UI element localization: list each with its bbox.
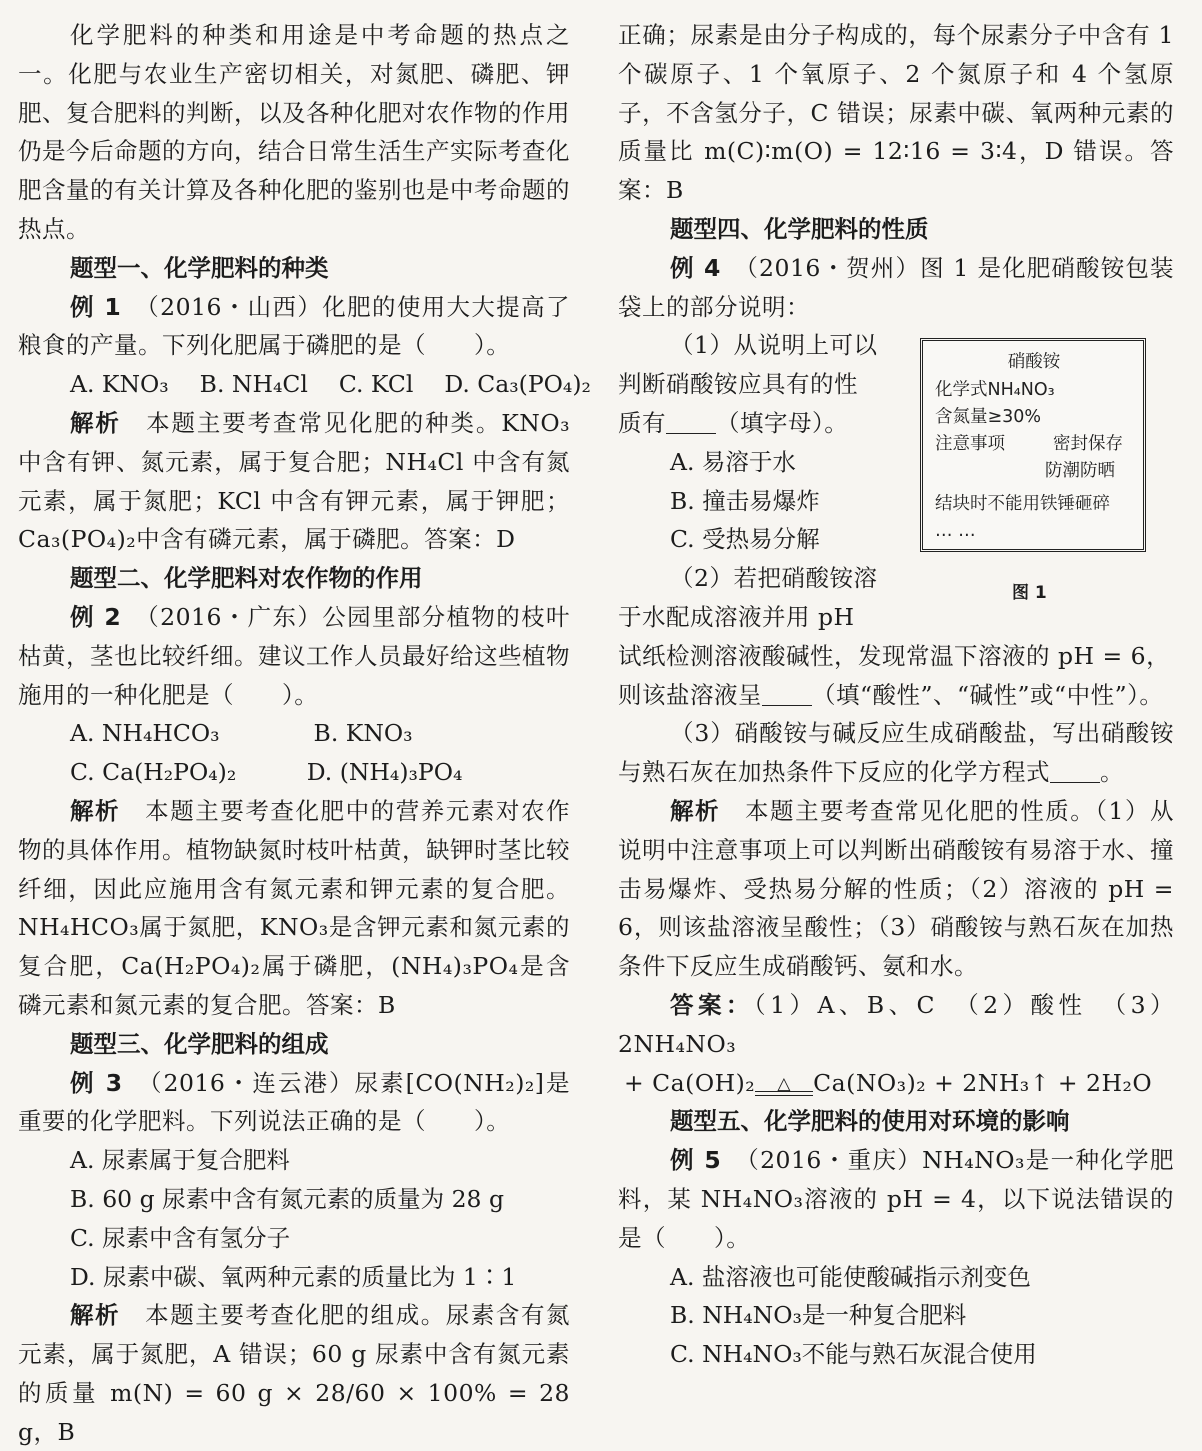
- question-3: [618, 714, 1174, 792]
- example-1: [18, 288, 570, 366]
- analysis-label: 解析: [70, 1301, 121, 1330]
- example-5-option-b: B. NH₄NO₃是一种复合肥料: [670, 1301, 967, 1330]
- heating-arrow: [755, 1073, 813, 1096]
- example-2: [18, 598, 570, 714]
- example-1-text: （2016・山西）化肥的使用大大提高了粮食的产量。下列化肥属于磷肥的是（ ）。: [18, 292, 570, 360]
- example-5-option-c: C. NH₄NO₃不能与熟石灰混合使用: [670, 1340, 1037, 1369]
- answer-blank: [666, 409, 716, 434]
- example-3: [18, 1064, 570, 1142]
- example-1-label: 例 1: [70, 292, 122, 321]
- example-3-label: 例 3: [70, 1068, 123, 1097]
- example-2-text: （2016・广东）公园里部分植物的枝叶枯黄，茎也比较纤细。建议工作人员最好给这些植物施用的一种化肥是（ ）。: [18, 602, 570, 709]
- question-2-line1: （2）若把硝酸铵溶: [670, 564, 878, 593]
- example-3-option-a: A. 尿素属于复合肥料: [70, 1146, 290, 1175]
- example-3-analysis: [18, 1296, 570, 1451]
- example-2-options-row2: C. Ca(H₂PO₄)₂ D. (NH₄)₃PO₄: [70, 758, 463, 787]
- figure-formula: 化学式NH₄NO₃: [935, 380, 1055, 400]
- figure-1-package-label: [920, 338, 1146, 552]
- figure-notes-label: 注意事项: [935, 434, 1005, 454]
- question-2-line4: [618, 676, 1174, 715]
- figure-ellipsis: … …: [935, 521, 976, 541]
- figure-note-clump: 结块时不能用铁锤砸碎: [935, 494, 1110, 514]
- analysis-label: 解析: [70, 796, 121, 825]
- answer-text: （1）A、B、C （2）酸性 （3）2NH₄NO₃: [618, 990, 1175, 1058]
- question-2-prefix: 则该盐溶液呈: [618, 680, 762, 709]
- question-3-text: （3）硝酸铵与碱反应生成硝酸盐，写出硝酸铵与熟石灰在加热条件下反应的化学方程式: [618, 719, 1174, 787]
- question-3-suffix: 。: [1100, 758, 1124, 787]
- example-3-text: （2016・连云港）尿素[CO(NH₂)₂]是重要的化学肥料。下列说法正确的是（ ）。: [18, 1068, 571, 1136]
- example-3-option-d: D. 尿素中碳、氧两种元素的质量比为 1∶1: [70, 1262, 517, 1291]
- section-heading-1: 题型一、化学肥料的种类: [70, 253, 329, 282]
- figure-note-sealed: 密封保存: [1053, 434, 1123, 454]
- left-column: [18, 16, 591, 1446]
- section-heading-3: 题型三、化学肥料的组成: [70, 1029, 329, 1058]
- example-4-answer: [618, 986, 1174, 1064]
- analysis-label: 解析: [70, 408, 121, 437]
- example-2-label: 例 2: [70, 602, 122, 631]
- example-3-option-c: C. 尿素中含有氢分子: [70, 1223, 291, 1252]
- question-2-suffix: （填“酸性”、“碱性”或“中性”）。: [812, 680, 1164, 709]
- example-1-analysis: [18, 404, 570, 559]
- question-1-option-a: A. 易溶于水: [670, 447, 796, 476]
- chemical-equation: [618, 1064, 1174, 1103]
- question-1-prefix: 质有: [618, 408, 666, 437]
- example-5-label: 例 5: [670, 1146, 722, 1175]
- question-2-line2: 于水配成溶液并用 pH: [618, 602, 855, 631]
- figure-title: 硝酸铵: [1007, 352, 1061, 372]
- question-1-line3: [618, 404, 908, 443]
- example-3-option-b: B. 60 g 尿素中含有氮元素的质量为 28 g: [70, 1184, 504, 1213]
- example-5: [618, 1141, 1174, 1257]
- example-4: [618, 249, 1174, 327]
- analysis-text: 本题主要考查化肥中的营养元素对农作物的具体作用。植物缺氮时枝叶枯黄，缺钾时茎比较纤细，因此应施用含有氮元素和钾元素的复合肥。NH₄HCO₃属于氮肥，KNO₃是含钾元素和氮元素的复合肥，Ca(H₂PO₄)₂属于磷肥，(NH₄)₃PO₄是含磷元素和氮元素的复合肥。答案：B: [18, 796, 571, 1019]
- example-5-option-a: A. 盐溶液也可能使酸碱指示剂变色: [670, 1262, 1031, 1291]
- example-5-text: （2016・重庆）NH₄NO₃是一种化学肥料，某 NH₄NO₃溶液的 pH = 4，以下说法错误的是（ ）。: [618, 1146, 1175, 1252]
- equation-right: Ca(NO₃)₂ + 2NH₃↑ + 2H₂O: [813, 1068, 1153, 1097]
- example-3-analysis-continued: 正确；尿素是由分子构成的，每个尿素分子中含有 1 个碳原子、1 个氧原子、2 个氮原子和 4 个氢原子，不含氢分子，C 错误；尿素中碳、氧两种元素的质量比 m(C)∶m(O) = 12∶16 = 3∶4，D 错误。答案：B: [618, 21, 1174, 205]
- section-heading-5: 题型五、化学肥料的使用对环境的影响: [670, 1107, 1070, 1136]
- analysis-text: 本题主要考查常见化肥的种类。KNO₃中含有钾、氮元素，属于复合肥；NH₄Cl 中含有氮元素，属于氮肥；KCl 中含有钾元素，属于钾肥；Ca₃(PO₄)₂中含有磷元素，属于磷肥。答案：D: [18, 408, 571, 554]
- question-1-option-b: B. 撞击易爆炸: [670, 486, 820, 515]
- example-4-text: （2016・贺州）图 1 是化肥硝酸铵包装袋上的部分说明：: [618, 253, 1175, 321]
- example-4-questions-narrow: [618, 326, 908, 636]
- figure-note-moisture: 防潮防晒: [1045, 461, 1115, 481]
- heat-condition: △: [777, 1073, 791, 1094]
- section-heading-2: 题型二、化学肥料对农作物的作用: [70, 564, 423, 593]
- section-heading-4: 题型四、化学肥料的性质: [670, 214, 929, 243]
- equation-left: + Ca(OH)₂: [624, 1068, 756, 1097]
- answer-label: 答案：: [670, 990, 754, 1019]
- question-1-option-c: C. 受热易分解: [670, 525, 820, 554]
- answer-blank: [1050, 759, 1100, 784]
- right-column: [618, 16, 1174, 1431]
- question-1-line2: 判断硝酸铵应具有的性: [618, 370, 858, 399]
- figure-nitrogen-content: 含氮量≥30%: [935, 407, 1042, 427]
- analysis-text: 本题主要考查常见化肥的性质。（1）从说明中注意事项上可以判断出硝酸铵有易溶于水、撞击易爆炸、受热易分解的性质；（2）溶液的 pH = 6，则该盐溶液呈酸性；（3）硝酸铵与熟石灰在加热条件下反应生成硝酸钙、氨和水。: [618, 796, 1175, 981]
- question-1-line1: （1）从说明上可以: [670, 331, 878, 360]
- question-1-suffix: （填字母）。: [716, 408, 849, 437]
- example-2-analysis: [18, 792, 570, 1025]
- example-4-analysis: [618, 792, 1174, 986]
- example-4-label: 例 4: [670, 253, 721, 282]
- analysis-label: 解析: [670, 796, 721, 825]
- analysis-text: 本题主要考查化肥的组成。尿素含有氮元素，属于氮肥，A 错误；60 g 尿素中含有氮元素的质量 m(N) = 60 g × 28/60 × 100% = 28 g，B: [18, 1301, 571, 1446]
- answer-blank: [762, 681, 812, 706]
- question-2-line3: 试纸检测溶液酸碱性，发现常温下溶液的 pH = 6，: [618, 641, 1171, 670]
- example-1-options: A. KNO₃ B. NH₄Cl C. KCl D. Ca₃(PO₄)₂: [70, 370, 591, 399]
- figure-notes-row: [935, 431, 1133, 458]
- figure-1-caption: 图 1: [1012, 583, 1047, 603]
- example-2-options-row1: A. NH₄HCO₃ B. KNO₃: [70, 719, 413, 748]
- intro-paragraph: 化学肥料的种类和用途是中考命题的热点之一。化肥与农业生产密切相关，对氮肥、磷肥、钾肥、复合肥料的判断，以及各种化肥对农作物的作用仍是今后命题的方向，结合日常生活生产实际考查化肥含量的有关计算及各种化肥的鉴别也是中考命题的热点。: [18, 21, 570, 243]
